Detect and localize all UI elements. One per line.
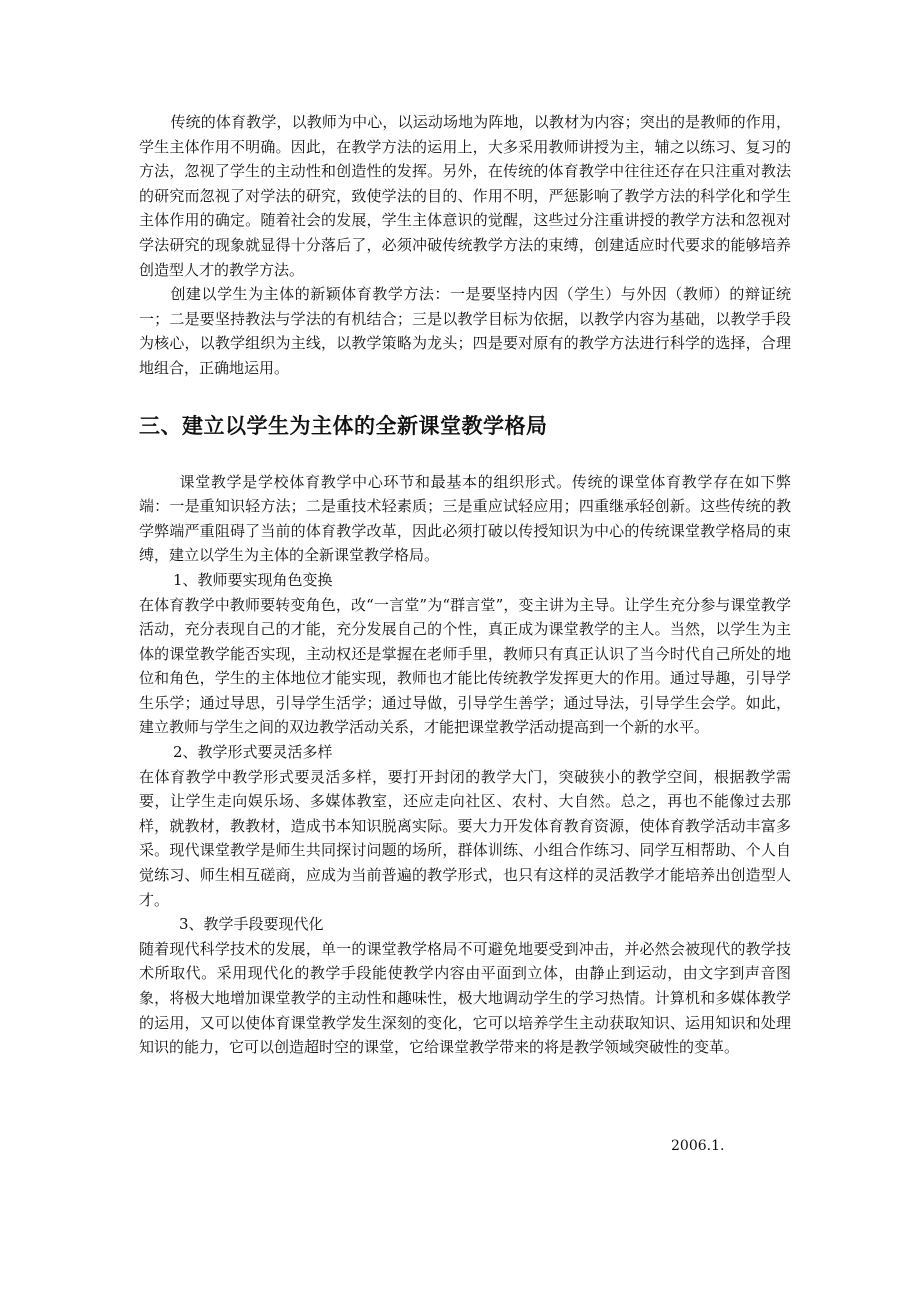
- intro-paragraph-1: 传统的体育教学，以教师为中心，以运动场地为阵地，以教材为内容；突出的是教师的作用，学生主体作用不明确。因此，在教学方法的运用上，大多采用教师讲授为主，辅之以练习、复习的方法，忽视了学生的主动性和创造性的发挥。另外，在传统的体育教学中往往还存在只注重对教法的研究而忽视了对学法的研究，致使学法的目的、作用不明，严惩影响了教学方法的科学化和学生主体作用的确定。随着社会的发展，学生主体意识的觉醒，这些过分注重讲授的教学方法和忽视对学法研究的现象就显得十分落后了，必须冲破传统教学方法的束缚，创建适应时代要求的能够培养创造型人才的教学方法。: [139, 113, 791, 279]
- subsection-body-modern-means: 随着现代科学技术的发展，单一的课堂教学格局不可避免地要受到冲击，并必然会被现代的教学技术所取代。采用现代化的教学手段能使教学内容由平面到立体，由静止到运动，由文字到声音图象，将极大地增加课堂教学的主动性和趣味性，极大地调动学生的学习热情。计算机和多媒体教学的运用，又可以使体育课堂教学发生深刻的变化，它可以培养学生主动获取知识、运用知识和处理知识的能力，它可以创造超时空的课堂，它给课堂教学带来的将是教学领域突破性的变革。: [139, 939, 791, 1057]
- subheading-modern-means: 3、教学手段要现代化: [179, 915, 324, 934]
- section-heading: 三、建立以学生为主体的全新课堂教学格局: [139, 413, 548, 438]
- subsection-body-role-change: 在体育教学中教师要转变角色，改“一言堂”为“群言堂”，变主讲为主导。让学生充分参与课堂教学活动，充分表现自己的才能，充分发展自己的个性，真正成为课堂教学的主人。当然，以学生为主体的课堂教学能否实现，主动权还是掌握在老师手里，教师只有真正认识了当今时代自己所处的地位和角色，学生的主体地位才能实现，教师也才能比传统教学发挥更大的作用。通过导趣，引导学生乐学；通过导思，引导学生活学；通过导做，引导学生善学；通过导法，引导学生会学。如此，建立教师与学生之间的双边教学活动关系，才能把课堂教学活动提高到一个新的水平。: [139, 595, 791, 737]
- intro-paragraph-2: 创建以学生为主体的新颖体育教学方法：一是要坚持内因（学生）与外因（教师）的辩证统一；二是要坚持教法与学法的有机结合；三是以教学目标为依据，以教学内容为基础，以教学手段为核心，以教学组织为主线，以教学策略为龙头；四是要对原有的教学方法进行科学的选择，合理地组合，正确地运用。: [139, 285, 791, 377]
- subsection-body-flexible-forms: 在体育教学中教学形式要灵活多样，要打开封闭的教学大门，突破狭小的教学空间，根据教学需要，让学生走向娱乐场、多媒体教室，还应走向社区、农村、大自然。总之，再也不能像过去那样，就教材，教教材，造成书本知识脱离实际。要大力开发体育教育资源，使体育教学活动丰富多采。现代课堂教学是师生共同探讨问题的场所，群体训练、小组合作练习、同学互相帮助、个人自觉练习、师生相互磋商，应成为当前普遍的教学形式，也只有这样的灵活教学才能培养出创造型人才。: [139, 767, 791, 909]
- subheading-role-change: 1、教师要实现角色变换: [173, 570, 333, 589]
- section-paragraph-1: 课堂教学是学校体育教学中心环节和最基本的组织形式。传统的课堂体育教学存在如下弊端：一是重知识轻方法；二是重技术轻素质；三是重应试轻应用；四重继承轻创新。这些传统的教学弊端严重阻碍了当前的体育教学改革，因此必须打破以传授知识为中心的传统课堂教学格局的束缚，建立以学生为主体的全新课堂教学格局。: [139, 472, 791, 565]
- document-body: [139, 110, 791, 1060]
- subheading-flexible-forms: 2、教学形式要灵活多样: [173, 743, 333, 762]
- document-date: 2006.1.: [671, 1138, 725, 1154]
